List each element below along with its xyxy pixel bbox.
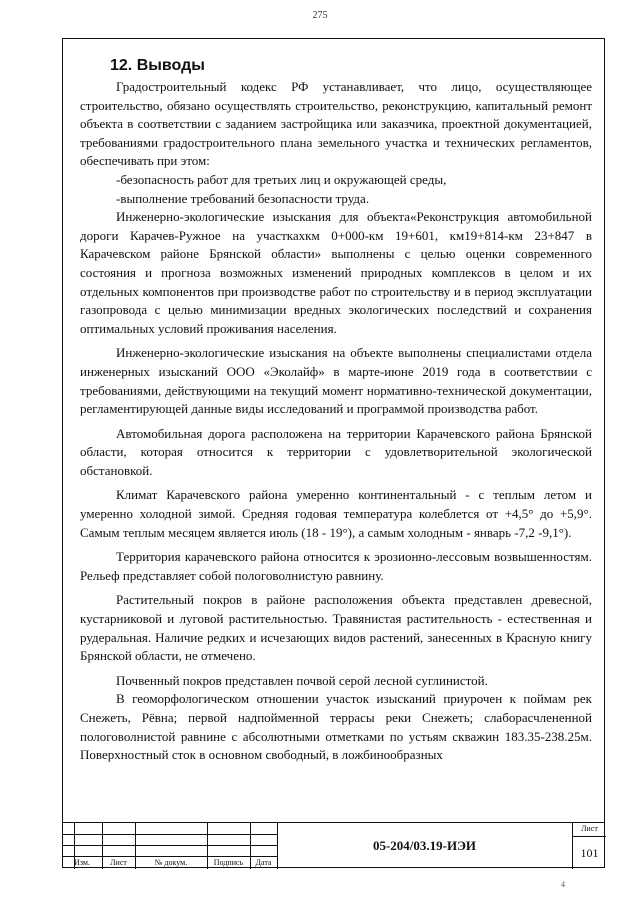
paragraph-climate: Климат Карачевского района умеренно континентальный - с теплым летом и умеренно холодной зимой. Средняя годовая температура колеблется от +4,5° до +5,9°. Самым теплым месяцем является июль (18 - 19°), а самым холодным - январь -7,2 -9,1°).	[80, 487, 592, 540]
list-item: -безопасность работ для третьих лиц и окружающей среды,	[116, 171, 447, 187]
paragraph-soil: Почвенный покров представлен почвой серой лесной суглинистой.	[116, 672, 488, 688]
paragraph-location: Автомобильная дорога расположена на территории Карачевского района Брянской области, которая относится к территории с удовлетворительной экологической обстановкой.	[80, 425, 592, 478]
document-code: 05-204/03.19-ИЭИ	[372, 838, 477, 853]
title-block	[62, 822, 605, 868]
sheet-label: Лист	[581, 824, 598, 833]
column-header-date: Дата	[255, 858, 272, 867]
paragraph-geomorphology: В геоморфологическом отношении участок изысканий приурочен к поймам рек Снежеть, Рёвна; первой надпойменной террасы реки Снежеть; слаборасчлененной пологоволнистой равнине с абсолютными отметками по устьям скважин 183.35-238.25м. Поверхностный сток в основном свободный, в ложбинообразных	[80, 691, 592, 763]
column-header-doc-number: № докум.	[154, 858, 188, 867]
column-header-change: Изм.	[74, 858, 90, 867]
sheet-box	[572, 823, 605, 869]
list-item: -выполнение требований безопасности труда.	[116, 190, 370, 206]
paragraph-intro: Градостроительный кодекс РФ устанавливает, что лицо, осуществляющее строительство, обязано осуществлять строительство, реконструкцию, капитальный ремонт объекта в соответствии с заданием застройщика или заказчика, проектной документацией, требованиями градостроительного плана земельного участка и технических регламентов, обеспечивать при этом:	[80, 79, 592, 169]
sheet-number: 101	[580, 846, 599, 860]
document-body	[80, 56, 592, 816]
paragraph-surveys-executor: Инженерно-экологические изыскания на объекте выполнены специалистами отдела инженерных изысканий ООО «Эколайф» в марте-июне 2019 года в соответствии с требованиями, действующими на текущий момент нормативно-технической документации, регламентирующей данные виды исследований и программой производства работ.	[80, 345, 592, 417]
paragraph-vegetation: Растительный покров в районе расположения объекта представлен древесной, кустарниковой и луговой растительностью. Травянистая растительность - естественная и рудеральная. Наличие редких и исчезающих видов растений, занесенных в Красную книгу Брянской области, не отмечено.	[80, 592, 592, 664]
footer-mark: 4	[561, 880, 565, 889]
section-heading: 12. Выводы	[110, 57, 205, 74]
paragraph-surveys-purpose: Инженерно-экологические изыскания для объекта«Реконструкция автомобильной дороги Карачев-Ружное на участкахкм 0+000-км 19+601, км19+814-км 23+847 в Карачевском районе Брянской области» выполнены с целью оценки современного состояния и прогноза возможных изменений природных комплексов в целом и их отдельных компонентов при производстве работ по строительству и в период эксплуатации газопровода с целью минимизации вредных экологических последствий и сохранения оптимальных условий проживания населения.	[80, 209, 592, 336]
page-number: 275	[312, 10, 328, 21]
paragraph-relief: Территория карачевского района относится к эрозионно-лессовым возвышенностям. Рельеф представляет собой пологоволнистую равнину.	[80, 549, 592, 583]
column-header-signature: Подпись	[213, 858, 244, 867]
column-header-sheet: Лист	[110, 858, 127, 867]
